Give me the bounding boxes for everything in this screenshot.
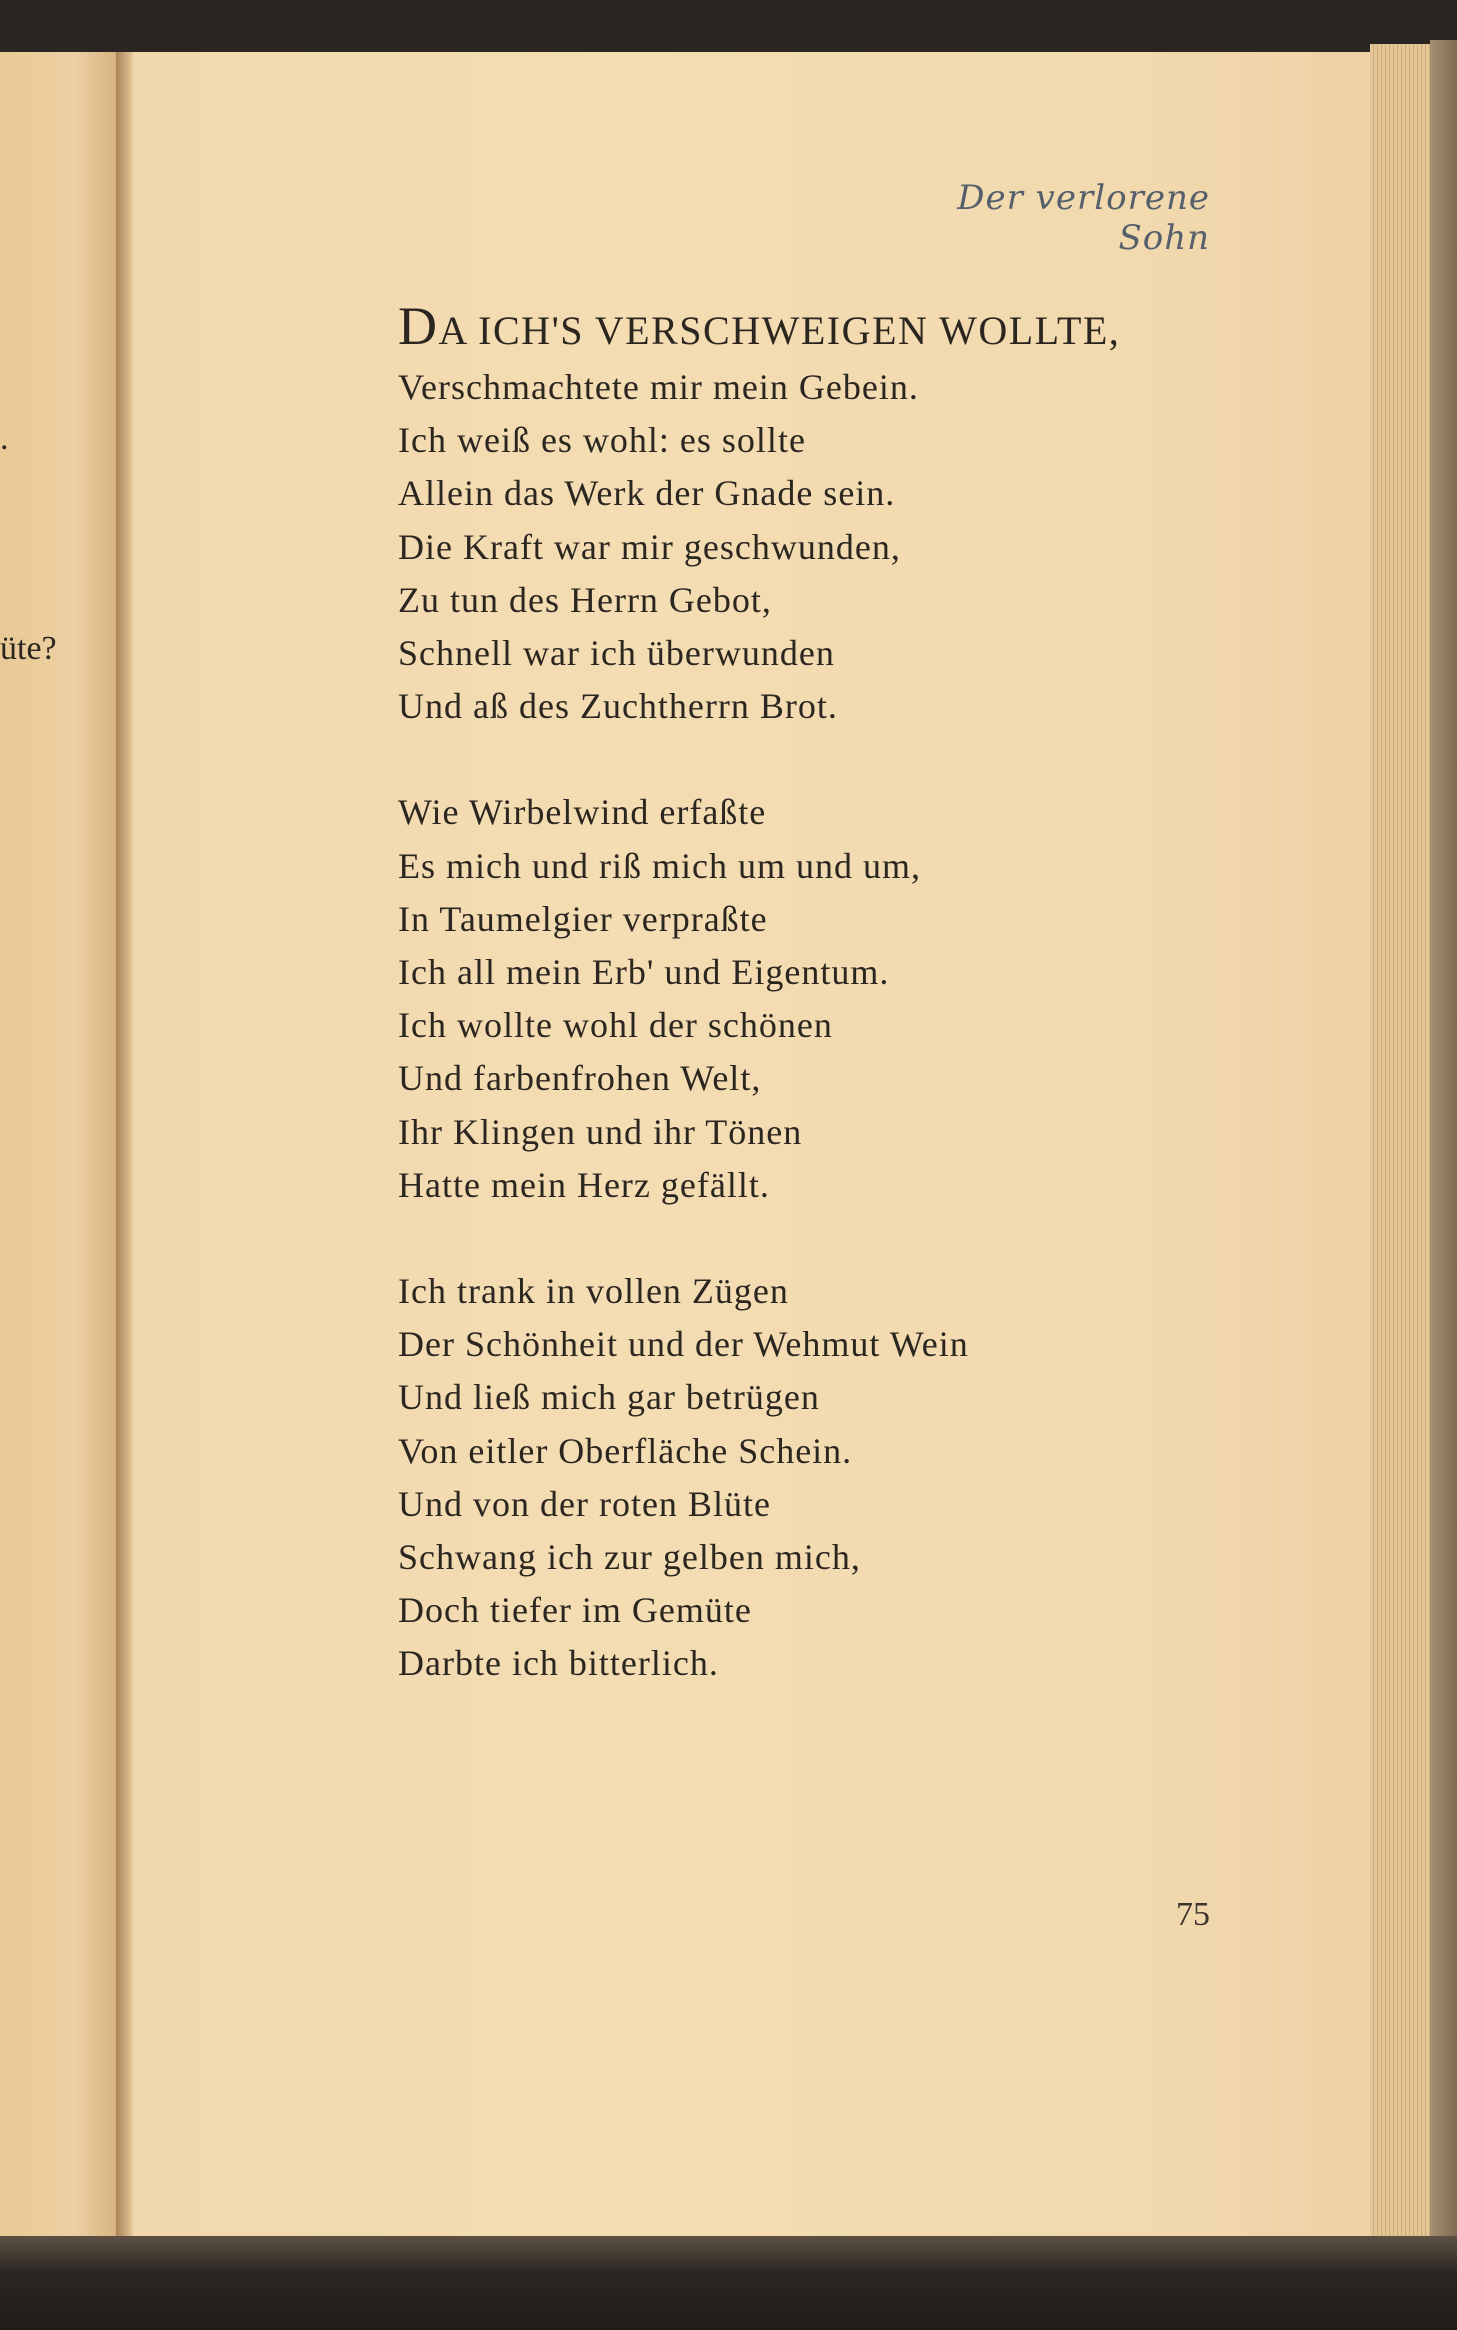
poem-line: Und farbenfrohen Welt, [398, 1058, 762, 1099]
poem-line: Ich trank in vollen Zügen [398, 1271, 789, 1312]
poem-line: Zu tun des Herrn Gebot, [398, 579, 772, 620]
poem-line: Doch tiefer im Gemüte [398, 1590, 752, 1631]
book-gutter [116, 52, 134, 2250]
poem-line: Schnell war ich überwunden [398, 633, 835, 674]
poem-line: Von eitler Oberfläche Schein. [398, 1430, 853, 1471]
running-head: Der verlorene Sohn [957, 178, 1210, 258]
left-page-edge [0, 52, 124, 2250]
poem-line: Und ließ mich gar betrügen [398, 1377, 820, 1418]
stanza-3 [398, 1265, 1258, 1691]
poem-line: Der Schönheit und der Wehmut Wein [398, 1324, 969, 1365]
poem-line: Ich wollte wohl der schönen [398, 1005, 833, 1046]
poem-line: Ich weiß es wohl: es sollte [398, 420, 806, 461]
poem-line: Ihr Klingen und ihr Tönen [398, 1111, 803, 1152]
poem-line: In Taumelgier verpraßte [398, 898, 768, 939]
stanza-2 [398, 786, 1258, 1212]
poem-line: Und aß des Zuchtherrn Brot. [398, 686, 838, 727]
poem-line: Die Kraft war mir geschwunden, [398, 526, 901, 567]
poem [398, 296, 1258, 1691]
poem-line: Darbte ich bitterlich. [398, 1643, 719, 1684]
left-page-fragment: üte? [0, 630, 57, 667]
poem-line: Allein das Werk der Gnade sein. [398, 473, 896, 514]
poem-line: Hatte mein Herz gefällt. [398, 1164, 770, 1205]
poem-line: Ich all mein Erb' und Eigentum. [398, 952, 890, 993]
page-number: 75 [1176, 1896, 1210, 1933]
stanza-1 [398, 361, 1258, 733]
poem-line: Wie Wirbelwind erfaßte [398, 792, 767, 833]
left-page-fragment: . [0, 420, 9, 457]
heading-initial: D [398, 296, 439, 356]
poem-line: Es mich und riß mich um und um, [398, 845, 921, 886]
heading-rest: A ICH'S VERSCHWEIGEN WOLLTE, [438, 308, 1121, 353]
poem-line: Schwang ich zur gelben mich, [398, 1537, 861, 1578]
poem-line: Verschmachtete mir mein Gebein. [398, 367, 919, 407]
poem-heading [398, 296, 1258, 361]
poem-line: Und von der roten Blüte [398, 1483, 771, 1524]
book-cover-edge [1430, 40, 1457, 2270]
bottom-shadow [0, 2236, 1457, 2330]
